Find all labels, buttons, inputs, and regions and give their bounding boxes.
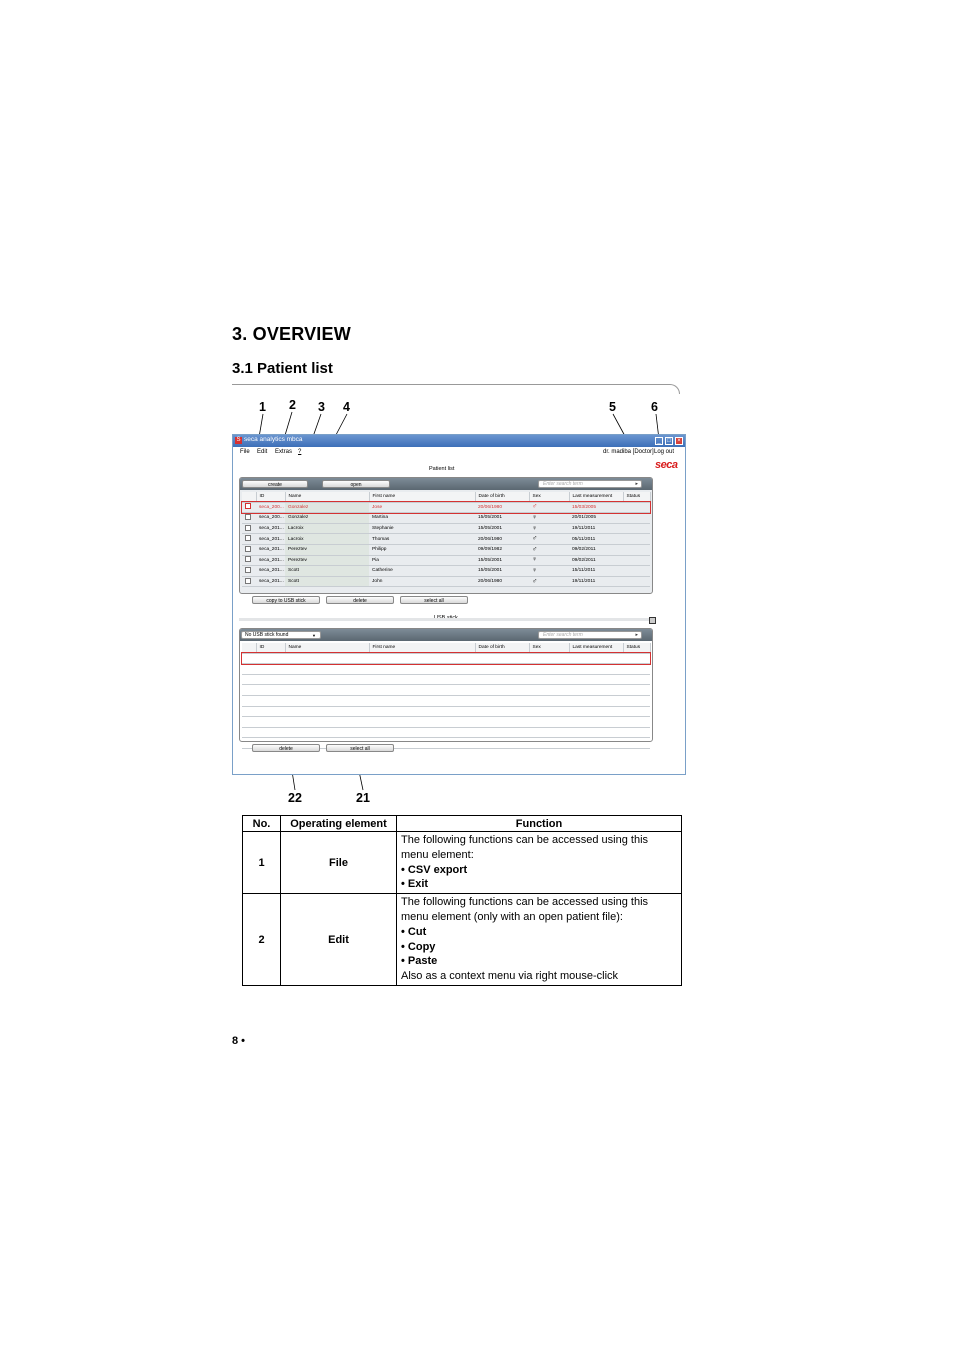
section-rule [232,384,680,394]
cell-first-name: Philipp [369,544,475,555]
usb-stick-panel [239,628,653,742]
cell-status [623,502,650,513]
function-item-label: Copy [407,940,436,953]
cell-first-name: Martina [369,513,475,524]
empty-cell [285,674,369,685]
callout-22: 22 [288,791,302,805]
column-header-date-of-birth[interactable]: Date of birth [475,492,529,502]
callout-3: 3 [318,400,325,414]
section-heading: 3.1 Patient list [232,360,333,377]
callout-2: 2 [289,398,296,412]
cell-status [623,555,650,566]
cell-status [623,576,650,587]
empty-cell [623,727,650,738]
function-description [397,894,682,986]
empty-cell [569,695,623,706]
row-checkbox[interactable] [245,525,251,531]
empty-cell [369,685,475,696]
empty-cell [475,738,529,749]
empty-cell [256,653,285,664]
empty-cell [529,664,569,675]
empty-cell [623,674,650,685]
empty-row [242,664,650,675]
sex-icon: ♀ [529,555,569,566]
cell-date-of-birth: 15/05/2001 [475,523,529,534]
function-item: • Paste [401,955,438,968]
menu-edit[interactable]: Edit [257,449,268,455]
cell-last-measurement: 19/11/2011 [569,523,623,534]
empty-cell [569,706,623,717]
cell-last-measurement: 19/11/2011 [569,576,623,587]
operating-element: File [281,832,397,894]
window-title: seca analytics mbca [244,436,303,443]
function-table-header [243,816,682,832]
row-checkbox-cell [242,566,256,577]
empty-row [242,717,650,728]
empty-cell [623,717,650,728]
close-button[interactable]: × [675,437,683,445]
column-header-sex[interactable]: Sex [529,492,569,502]
patient-toolbar [240,478,652,490]
function-item-label: CSV export [407,863,468,876]
row-number: 2 [243,894,281,986]
empty-cell [623,685,650,696]
sex-icon: ♀ [529,513,569,524]
function-intro: The following functions can be accessed using this menu element: [401,834,649,861]
cell-last-measurement: 20/01/2005 [569,513,623,524]
delete-usb-button[interactable]: delete [252,744,320,752]
operating-element: Edit [281,894,397,986]
cell-first-name: John [369,576,475,587]
column-header-status[interactable]: Status [623,643,650,653]
chevron-down-icon: ▼ [312,633,316,638]
callout-6: 6 [651,400,658,414]
cell-id: seca_200... [256,502,285,513]
empty-cell [475,727,529,738]
row-checkbox[interactable] [245,556,251,562]
menu-file[interactable]: File [240,449,250,455]
cell-last-measurement: 15/11/2011 [569,566,623,577]
function-item: • Cut [401,925,427,938]
table-row[interactable] [242,534,650,545]
sex-icon: ♂ [529,544,569,555]
empty-cell [569,727,623,738]
column-header-first-name[interactable]: First name [369,492,475,502]
cell-name: Pereztev [285,555,369,566]
row-checkbox[interactable] [245,535,251,541]
empty-cell [369,653,475,664]
empty-row [242,653,650,664]
app-icon: S [236,437,241,443]
cell-last-measurement: 05/11/2011 [569,534,623,545]
row-checkbox-cell [242,544,256,555]
cell-date-of-birth: 20/06/1980 [475,576,529,587]
cell-date-of-birth: 20/06/1980 [475,534,529,545]
title-bar [233,435,685,447]
empty-cell [529,706,569,717]
function-item-label: Cut [407,925,427,938]
empty-cell [623,664,650,675]
empty-cell [256,685,285,696]
function-item-label: Paste [407,955,438,968]
function-table [242,815,682,986]
empty-cell [569,664,623,675]
cell-date-of-birth: 15/05/2001 [475,566,529,577]
cell-last-measurement: 15/03/2005 [569,502,623,513]
page-number: 8 • [232,1035,246,1047]
row-checkbox[interactable] [245,567,251,573]
function-item: • Exit [401,878,429,891]
cell-first-name: Stephanie [369,523,475,534]
empty-cell [569,738,623,749]
collapse-toggle-icon[interactable] [649,617,656,624]
table-row[interactable] [242,523,650,534]
patient-list-panel [239,477,653,594]
search-arrow-icon[interactable]: ▸ [635,632,638,638]
minimize-button[interactable]: _ [655,437,663,445]
empty-cell [623,695,650,706]
maximize-button[interactable]: □ [665,437,673,445]
row-checkbox-cell [242,576,256,587]
usb-toolbar [240,629,652,641]
row-checkbox[interactable] [245,578,251,584]
row-checkbox-cell [242,534,256,545]
empty-cell [569,685,623,696]
header-function: Function [397,816,682,832]
cell-status [623,513,650,524]
row-checkbox-cell [242,513,256,524]
empty-cell [242,717,256,728]
current-user: dr. madiba [Doctor] [603,449,654,455]
table-row[interactable] [242,566,650,577]
chapter-heading: 3. OVERVIEW [232,324,351,344]
patient-list-title: Patient list [429,466,455,472]
empty-cell [529,695,569,706]
function-row-file [243,832,682,894]
select-column-header [242,492,256,502]
empty-row [242,695,650,706]
row-checkbox-cell [242,555,256,566]
cell-date-of-birth: 20/06/1980 [475,502,529,513]
cell-id: seca_201... [256,534,285,545]
column-header-status[interactable]: Status [623,492,650,502]
callout-4: 4 [343,400,350,414]
column-header-name[interactable]: Name [285,492,369,502]
table-row[interactable] [242,576,650,587]
callout-1: 1 [259,400,266,414]
column-header-last-measurement[interactable]: Last measurement [569,643,623,653]
empty-cell [475,674,529,685]
usb-table-header [242,643,650,653]
patient-table-header [242,492,650,502]
cell-date-of-birth: 15/05/2001 [475,555,529,566]
function-item: • CSV export [401,863,468,876]
empty-cell [256,727,285,738]
cell-name: Gonzalez [285,513,369,524]
empty-cell [529,717,569,728]
empty-cell [242,695,256,706]
cell-first-name: Catherine [369,566,475,577]
table-row[interactable] [242,544,650,555]
column-header-id[interactable]: ID [256,492,285,502]
cell-id: seca_201... [256,566,285,577]
search-placeholder: Enter search term [543,481,583,487]
cell-name: Lacroix [285,534,369,545]
empty-cell [369,727,475,738]
row-number: 1 [243,832,281,894]
column-header-id[interactable]: ID [256,643,285,653]
empty-cell [242,664,256,675]
panel-splitter[interactable] [239,618,653,621]
sex-icon: ♂ [529,534,569,545]
open-button[interactable]: open [322,480,390,488]
empty-cell [369,664,475,675]
empty-row [242,674,650,685]
select-all-usb-button[interactable]: select all [326,744,394,752]
row-checkbox[interactable] [245,514,251,520]
empty-cell [369,674,475,685]
callout-21: 21 [356,791,370,805]
select-all-patients-button[interactable]: select all [400,596,468,604]
empty-cell [529,727,569,738]
empty-cell [285,717,369,728]
cell-first-name: Jose [369,502,475,513]
empty-cell [256,717,285,728]
empty-cell [285,727,369,738]
function-description [397,832,682,894]
row-checkbox[interactable] [245,503,251,509]
usb-select-value: No USB stick found [245,632,289,638]
seca-logo: seca [655,459,678,471]
cell-name: Scott [285,566,369,577]
menu-extras[interactable]: Extras [275,449,293,455]
create-button[interactable]: create [242,480,308,488]
empty-cell [569,653,623,664]
delete-patient-button[interactable]: delete [326,596,394,604]
empty-row [242,727,650,738]
function-item-label: Exit [407,878,429,891]
cell-status [623,544,650,555]
empty-row [242,685,650,696]
empty-cell [285,653,369,664]
empty-cell [529,674,569,685]
cell-last-measurement: 09/02/2011 [569,544,623,555]
empty-cell [369,706,475,717]
table-row[interactable] [242,513,650,524]
function-row-edit [243,894,682,986]
header-no: No. [243,816,281,832]
empty-cell [475,695,529,706]
empty-cell [285,706,369,717]
logout-link[interactable]: Log out [654,449,675,455]
empty-cell [529,685,569,696]
cell-first-name: Pia [369,555,475,566]
column-header-sex[interactable]: Sex [529,643,569,653]
empty-cell [285,695,369,706]
search-arrow-icon[interactable]: ▸ [635,481,638,487]
cell-name: Scott [285,576,369,587]
column-header-last-measurement[interactable]: Last measurement [569,492,623,502]
empty-cell [475,653,529,664]
sex-icon: ♂ [529,576,569,587]
empty-cell [623,738,650,749]
select-column-header [242,643,256,653]
patient-table [242,492,651,587]
empty-cell [242,706,256,717]
row-checkbox-cell [242,502,256,513]
usb-table [242,643,651,749]
empty-cell [242,685,256,696]
menu-bar [233,448,685,458]
empty-cell [256,706,285,717]
empty-row [242,706,650,717]
empty-cell [256,695,285,706]
table-row[interactable] [242,555,650,566]
empty-cell [529,738,569,749]
empty-cell [369,695,475,706]
empty-cell [529,653,569,664]
sex-icon: ♀ [529,523,569,534]
empty-cell [475,685,529,696]
usb-search-input[interactable] [538,631,642,639]
column-header-first-name[interactable]: First name [369,643,475,653]
sex-icon: ♀ [529,566,569,577]
column-header-date-of-birth[interactable]: Date of birth [475,643,529,653]
cell-name: Lacroix [285,523,369,534]
header-operating-element: Operating element [281,816,397,832]
cell-date-of-birth: 09/09/1982 [475,544,529,555]
empty-cell [256,664,285,675]
empty-cell [475,717,529,728]
function-note: Also as a context menu via right mouse-click [401,970,619,983]
row-checkbox[interactable] [245,546,251,552]
cell-id: seca_201... [256,523,285,534]
empty-cell [285,685,369,696]
empty-cell [242,727,256,738]
function-item: • Copy [401,940,436,953]
copy-to-usb-button[interactable]: copy to USB stick [252,596,320,604]
cell-first-name: Thomas [369,534,475,545]
row-checkbox-cell [242,523,256,534]
cell-status [623,534,650,545]
cell-id: seca_201... [256,555,285,566]
app-window [232,434,686,775]
empty-cell [569,674,623,685]
table-row[interactable] [242,502,650,513]
search-placeholder: Enter search term [543,632,583,638]
callout-5: 5 [609,400,616,414]
cell-id: seca_201... [256,576,285,587]
empty-cell [475,664,529,675]
function-intro: The following functions can be accessed using this menu element (only with an open patient file): [401,896,649,923]
menu-help[interactable]: ? [298,449,302,455]
empty-cell [623,706,650,717]
cell-status [623,523,650,534]
empty-cell [285,664,369,675]
cell-date-of-birth: 15/05/2001 [475,513,529,524]
cell-id: seca_201... [256,544,285,555]
sex-icon: ♂ [529,502,569,513]
cell-name: Gonzalez [285,502,369,513]
patient-search-input[interactable] [538,480,642,488]
cell-id: seca_200... [256,513,285,524]
empty-cell [369,717,475,728]
cell-status [623,566,650,577]
empty-cell [569,717,623,728]
cell-last-measurement: 09/02/2011 [569,555,623,566]
empty-cell [242,653,256,664]
column-header-name[interactable]: Name [285,643,369,653]
empty-cell [256,674,285,685]
empty-cell [623,653,650,664]
cell-name: Pereztev [285,544,369,555]
usb-stick-select[interactable] [241,631,321,639]
empty-cell [475,706,529,717]
empty-cell [242,674,256,685]
